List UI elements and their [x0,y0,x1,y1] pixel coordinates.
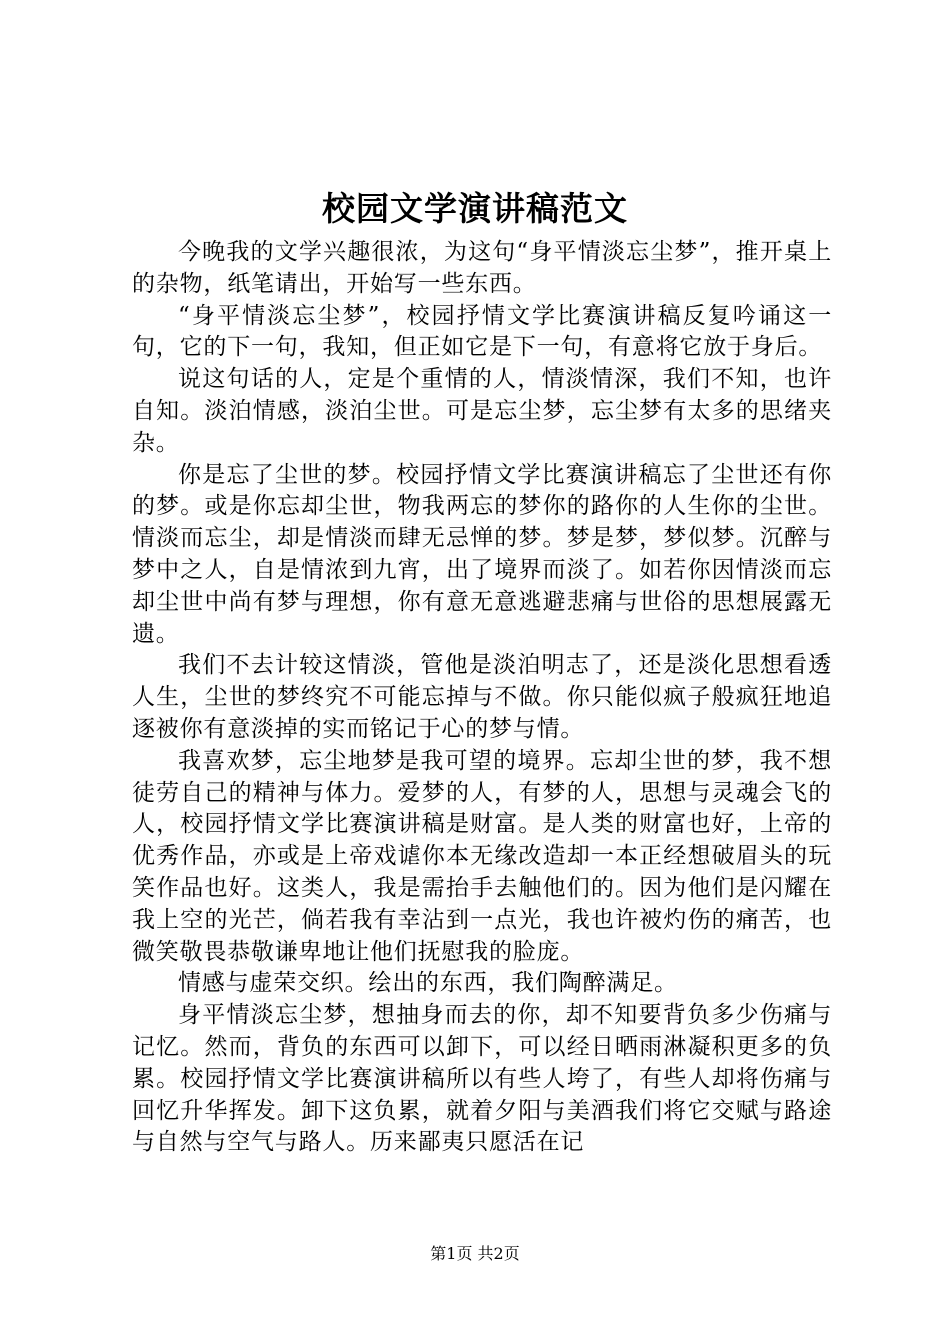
paragraph: 情感与虚荣交织。绘出的东西，我们陶醉满足。 [178,970,678,997]
paragraph: “身平情淡忘尘梦”，校园抒情文学比赛演讲稿反复吟诵这一句，它的下一句，我知，但正如它是下一句，有意将它放于身后。 [132,302,832,361]
paragraph: 说这句话的人，定是个重情的人，情淡情深，我们不知，也许自知。淡泊情感，淡泊尘世。可是忘尘梦，忘尘梦有太多的思绪夹杂。 [132,366,832,456]
page-number-footer: 第1页 共2页 [430,1244,520,1263]
paragraph: 我喜欢梦，忘尘地梦是我可望的境界。忘却尘世的梦，我不想徒劳自己的精神与体力。爱梦的人，有梦的人，思想与灵魂会飞的人，校园抒情文学比赛演讲稿是财富。是人类的财富也好，上帝的优秀作品，亦或是上帝戏谑你本无缘改造却一本正经想破眉头的玩笑作品也好。这类人，我是需抬手去触他们的。因为他们是闪耀在我上空的光芒，倘若我有幸沾到一点光，我也许被灼伤的痛苦，也微笑敬畏恭敬谦卑地让他们抚慰我的脸庞。 [132,747,832,965]
paragraph: 你是忘了尘世的梦。校园抒情文学比赛演讲稿忘了尘世还有你的梦。或是你忘却尘世，物我两忘的梦你的路你的人生你的尘世。情淡而忘尘，却是情淡而肆无忌惮的梦。梦是梦，梦似梦。沉醉与梦中之人，自是情浓到九宵，出了境界而淡了。如若你因情淡而忘却尘世中尚有梦与理想，你有意无意逃避悲痛与世俗的思想展露无遗。 [132,461,832,647]
paragraph: 身平情淡忘尘梦，想抽身而去的你，却不知要背负多少伤痛与记忆。然而，背负的东西可以卸下，可以经日晒雨淋凝积更多的负累。校园抒情文学比赛演讲稿所以有些人垮了，有些人却将伤痛与回忆升华挥发。卸下这负累，就着夕阳与美酒我们将它交赋与路途与自然与空气与路人。历来鄙夷只愿活在记 [132,1002,832,1156]
paragraph: 我们不去计较这情淡，管他是淡泊明志了，还是淡化思想看透人生，尘世的梦终究不可能忘掉与不做。你只能似疯子般疯狂地追逐被你有意淡掉的实而铭记于心的梦与情。 [132,652,832,742]
paragraph: 今晚我的文学兴趣很浓，为这句“身平情淡忘尘梦”，推开桌上的杂物，纸笔请出，开始写一些东西。 [132,239,832,297]
document-body [132,237,832,1159]
document-title: 校园文学演讲稿范文 [322,189,628,228]
